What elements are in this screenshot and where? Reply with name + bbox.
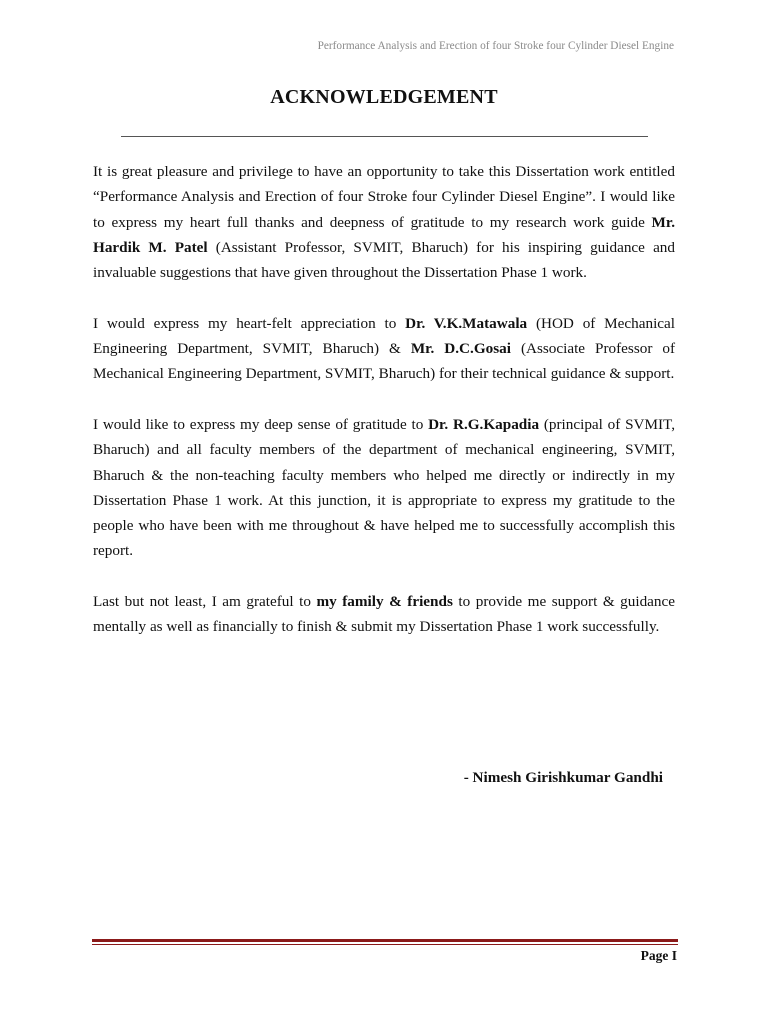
running-header: Performance Analysis and Erection of four Stroke four Cylinder Diesel Engine [317, 40, 674, 52]
highlighted-name: Dr. V.K.Matawala [405, 314, 528, 332]
paragraph-text: It is great pleasure and privilege to have an opportunity to take this Dissertation work entitled “Performance Analysis and Erection of four Stroke four Cylinder Diesel Engine”. I would like to express my heart full thanks and deepness of gratitude to my research work guide [93, 163, 675, 231]
footer-rule-thin [92, 944, 678, 945]
paragraph-text: (principal of SVMIT, Bharuch) and all faculty members of the department of mechanical engineering, SVMIT, Bharuch & the non-teaching faculty members who helped me directly or indirectly in my Dissertation Phase 1 work. At this junction, it is appropriate to express my gratitude to the people who have been with me throughout & have helped me to successfully accomplish this report. [93, 415, 675, 560]
paragraph-text: (Associate Professor of Mechanical Engineering Department, SVMIT, Bharuch) for their technical guidance & support. [93, 340, 676, 383]
page-number: Page I [640, 948, 677, 963]
paragraph-text: I would express my heart-felt appreciation to [93, 314, 406, 332]
highlighted-name: Mr. D.C.Gosai [410, 340, 511, 358]
acknowledgement-body [93, 159, 675, 665]
paragraph-hod-appreciation [93, 311, 675, 387]
highlighted-name: Dr. R.G.Kapadia [428, 415, 540, 433]
title-underline [121, 136, 648, 137]
paragraph-text: (Assistant Professor, SVMIT, Bharuch) for his inspiring guidance and invaluable suggestions that have given throughout the Dissertation Phase 1 work. [93, 238, 675, 282]
paragraph-text: I would like to express my deep sense of gratitude to [93, 415, 429, 433]
paragraph-text: to provide me support & guidance mentally as well as financially to finish & submit my Dissertation Phase 1 work successfully. [93, 593, 675, 636]
paragraph-text: Last but not least, I am grateful to [93, 593, 317, 611]
highlighted-name: my family & friends [316, 593, 453, 611]
author-signature: - Nimesh Girishkumar Gandhi [463, 769, 663, 786]
footer-rule [92, 939, 678, 945]
highlighted-name: Mr. Hardik M. Patel [93, 213, 675, 256]
paragraph-principal-gratitude [93, 412, 675, 564]
paragraph-guide-thanks [93, 159, 675, 285]
paragraph-text: (HOD of Mechanical Engineering Department, SVMIT, Bharuch) & [93, 314, 675, 358]
paragraph-family-friends [93, 589, 675, 640]
page-title: ACKNOWLEDGEMENT [270, 86, 498, 108]
